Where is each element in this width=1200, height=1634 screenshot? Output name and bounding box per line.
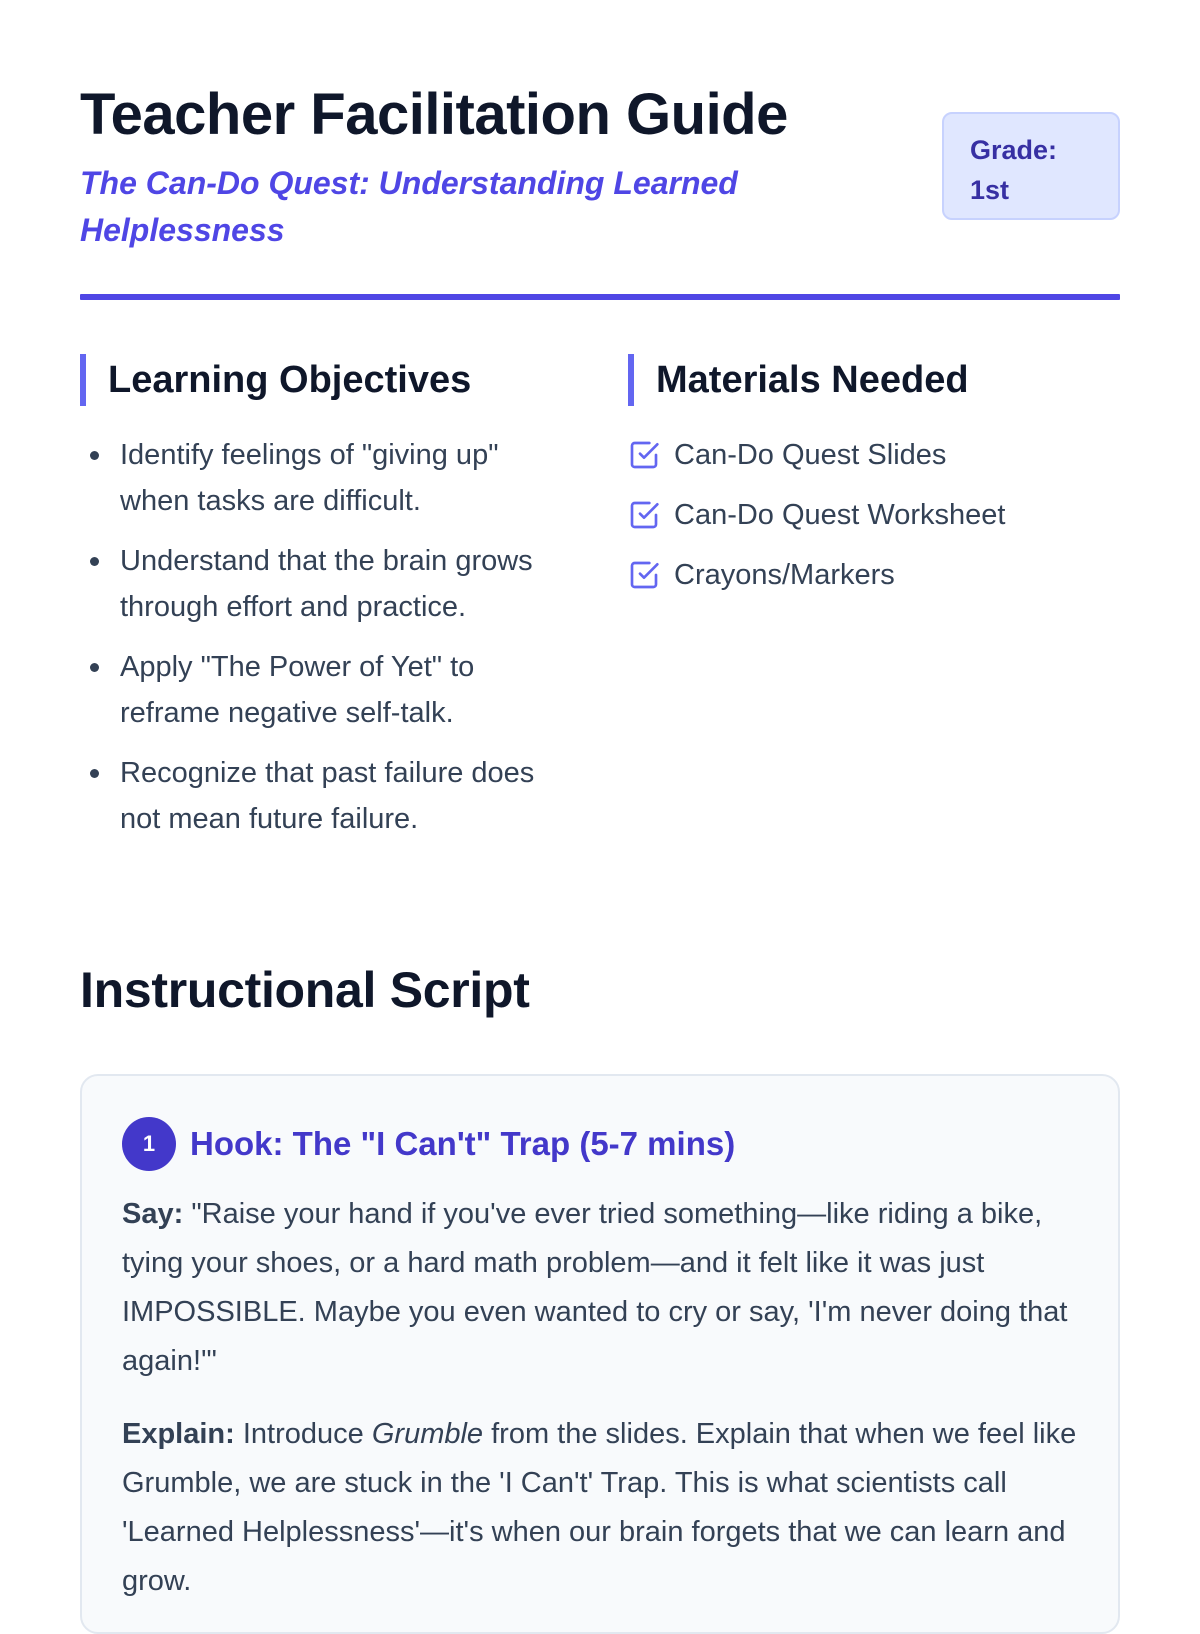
objective-item xyxy=(80,538,570,630)
header-divider xyxy=(80,294,1120,300)
say-paragraph xyxy=(122,1190,1078,1386)
step-number-badge: 1 xyxy=(122,1117,176,1171)
explain-label: Explain: xyxy=(122,1418,235,1450)
checkbox-checked-icon xyxy=(628,559,660,591)
guide-header xyxy=(80,80,1120,298)
objective-item xyxy=(80,432,570,524)
material-text: Can-Do Quest Worksheet xyxy=(674,499,1006,531)
objectives-list xyxy=(80,432,570,842)
instructional-script-heading: Instructional Script xyxy=(80,962,530,1018)
learning-objectives-section xyxy=(80,354,570,856)
objective-text: Understand that the brain grows through effort and practice. xyxy=(120,545,533,623)
material-text: Can-Do Quest Slides xyxy=(674,439,947,471)
material-text: Crayons/Markers xyxy=(674,559,895,591)
materials-heading: Materials Needed xyxy=(628,354,1120,406)
explain-text: from the slides. Explain that when we feel like Grumble, we are stuck in the 'I Can't' Trap. This is what scientists call 'Learned Helplessness'—it's when our brain forgets that we can learn and grow. xyxy=(122,1418,1077,1597)
character-name: Grumble xyxy=(371,1418,484,1450)
material-item xyxy=(628,492,1120,538)
grade-badge xyxy=(942,112,1120,220)
say-text: "Raise your hand if you've ever tried something—like riding a bike, tying your shoes, or a hard math problem—and it felt like it was just IMPOSSIBLE. Maybe you even wanted to cry or say, 'I'm never doing that again!'" xyxy=(122,1198,1068,1377)
objective-text: Identify feelings of "giving up" when tasks are difficult. xyxy=(120,439,499,517)
grade-value: 1st xyxy=(970,175,1010,205)
materials-list xyxy=(628,432,1120,598)
material-item xyxy=(628,432,1120,478)
bullet-icon xyxy=(90,557,99,566)
lesson-subtitle: The Can-Do Quest: Understanding Learned Helplessness xyxy=(80,165,738,248)
bullet-icon xyxy=(90,769,99,778)
page-title: Teacher Facilitation Guide xyxy=(80,82,788,147)
step-title: Hook: The "I Can't" Trap (5-7 mins) xyxy=(190,1125,736,1162)
script-step-card xyxy=(80,1074,1120,1634)
bullet-icon xyxy=(90,663,99,672)
checkbox-checked-icon xyxy=(628,439,660,471)
explain-paragraph xyxy=(122,1410,1078,1606)
material-item xyxy=(628,552,1120,598)
objective-text: Apply "The Power of Yet" to reframe negative self-talk. xyxy=(120,651,475,729)
step-header xyxy=(122,1116,1078,1172)
objectives-heading: Learning Objectives xyxy=(80,354,570,406)
objective-item xyxy=(80,644,570,736)
objective-text: Recognize that past failure does not mean future failure. xyxy=(120,757,535,835)
say-label: Say: xyxy=(122,1198,184,1230)
explain-intro: Introduce xyxy=(242,1418,364,1450)
bullet-icon xyxy=(90,451,99,460)
checkbox-checked-icon xyxy=(628,499,660,531)
materials-needed-section xyxy=(628,354,1120,612)
objective-item xyxy=(80,750,570,842)
grade-label: Grade: xyxy=(970,135,1058,165)
